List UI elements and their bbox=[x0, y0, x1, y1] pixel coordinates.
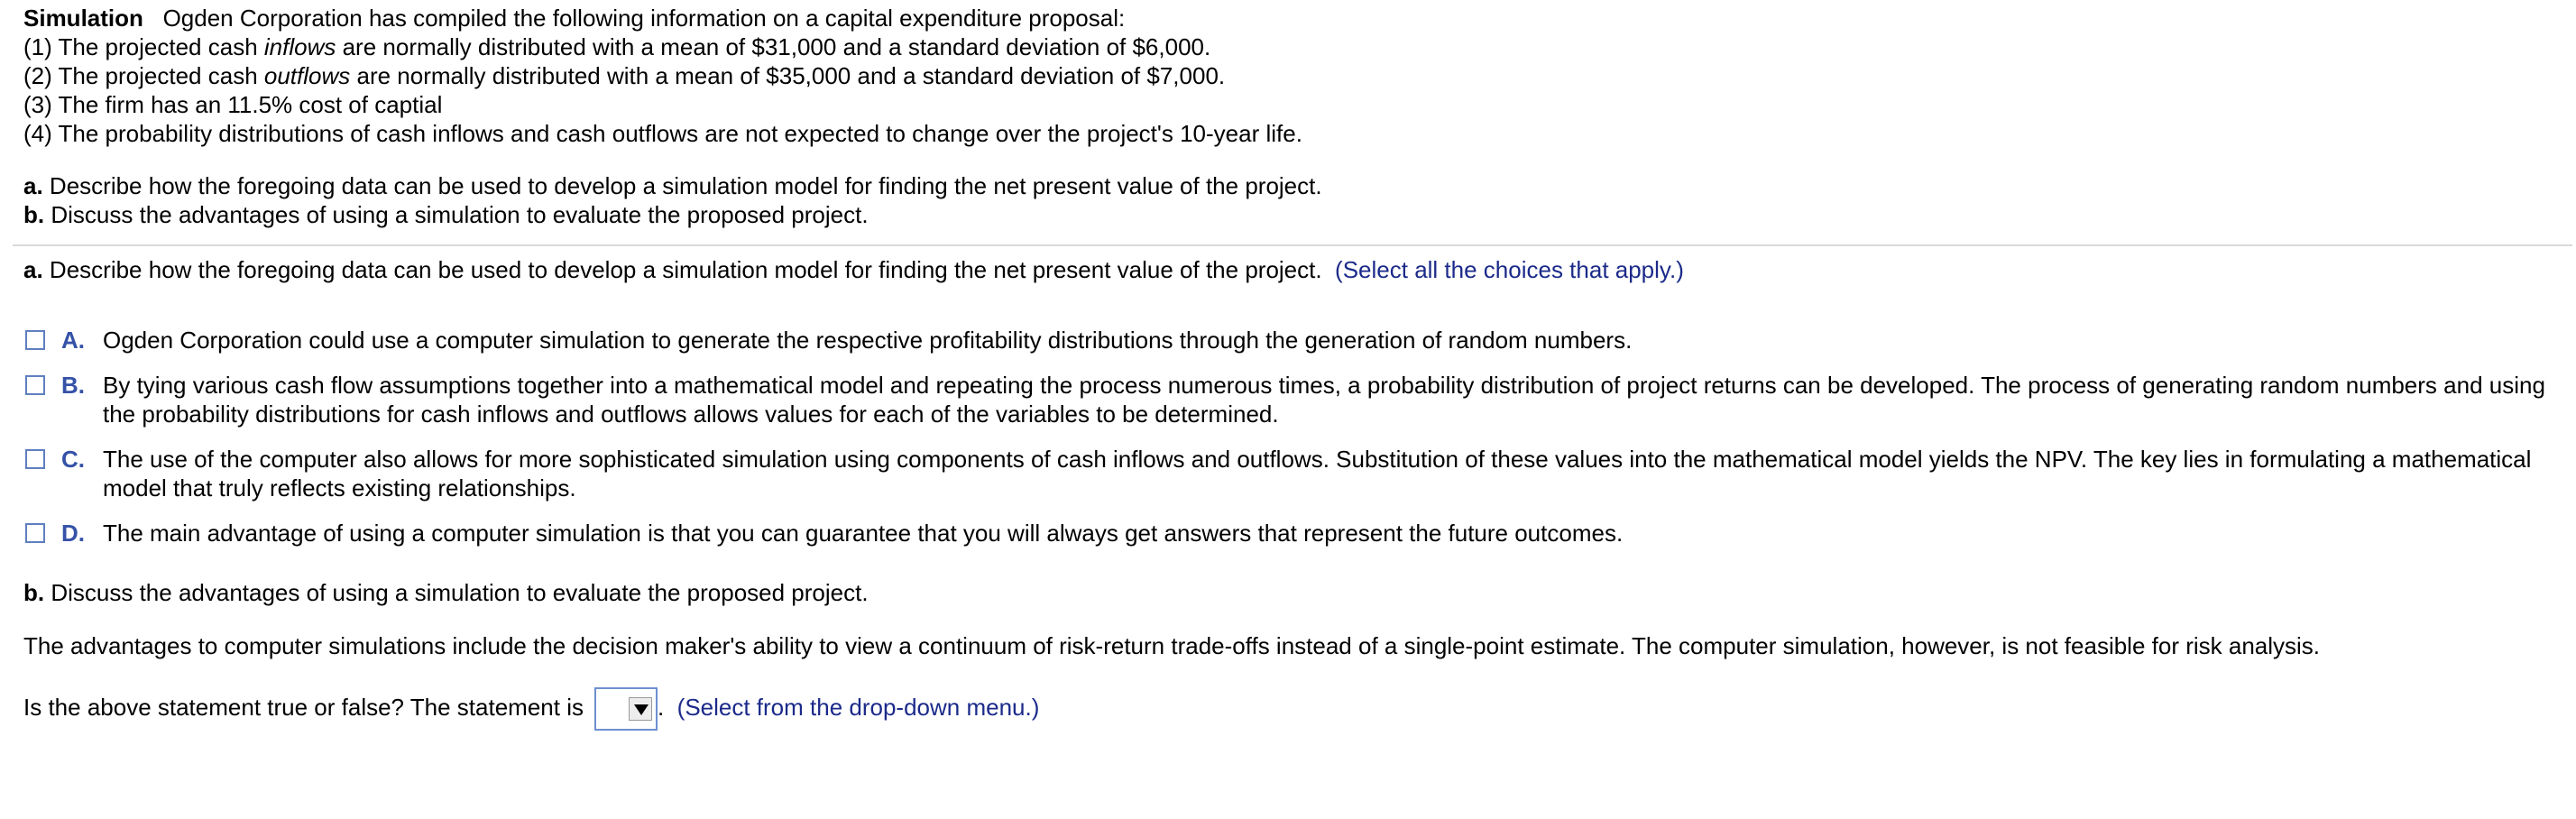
section-divider bbox=[13, 244, 2572, 246]
task-a-text: Describe how the foregoing data can be used to develop a simulation model for finding the net present value of the project. bbox=[49, 172, 1322, 199]
part-a-question bbox=[23, 255, 1684, 284]
dropdown-hint: (Select from the drop-down menu.) bbox=[676, 694, 1040, 721]
choice-b[interactable] bbox=[25, 371, 2551, 428]
choice-c-text: The use of the computer also allows for more sophisticated simulation using components of cash inflows and outflows. Substitution of these values into the mathematical model yields the NPV. The key lies in formulating a mathematical model that truly reflects existing relationships. bbox=[103, 446, 2532, 502]
part-a-label: a. bbox=[23, 256, 43, 283]
choice-c-checkbox[interactable] bbox=[25, 449, 45, 469]
info-item-1-post: are normally distributed with a mean of $31,000 and a standard deviation of $6,000. bbox=[336, 33, 1211, 60]
true-false-dropdown[interactable] bbox=[594, 687, 658, 731]
info-item-2-post: are normally distributed with a mean of $35,000 and a standard deviation of $7,000. bbox=[350, 62, 1226, 89]
intro-text: Ogden Corporation has compiled the following information on a capital expenditure proposal: bbox=[162, 5, 1126, 32]
dropdown-arrow-icon[interactable] bbox=[629, 697, 652, 721]
choice-c-letter: C. bbox=[61, 446, 85, 473]
dropdown-trailing-period: . bbox=[657, 694, 665, 721]
task-b-text: Discuss the advantages of using a simulation to evaluate the proposed project. bbox=[51, 201, 869, 228]
intro-line bbox=[23, 4, 1125, 32]
part-a-text: Describe how the foregoing data can be used to develop a simulation model for finding the net present value of the project. bbox=[49, 256, 1322, 283]
choice-a-letter: A. bbox=[61, 327, 85, 354]
choice-d-checkbox[interactable] bbox=[25, 523, 45, 543]
part-b-statement: The advantages to computer simulations include the decision maker's ability to view a continuum of risk-return trade-offs instead of a single-point estimate. The computer simulation, however, is not feasible for risk analysis. bbox=[23, 632, 2321, 659]
choice-b-text: By tying various cash flow assumptions together into a mathematical model and repeating the process numerous times, a probability distribution of project returns can be developed. The process of generating random numbers and using the probability distributions for cash inflows and outflows allows values for each of the variables to be determined. bbox=[103, 372, 2545, 428]
choice-a-text: Ogden Corporation could use a computer simulation to generate the respective profitability distributions through the generation of random numbers. bbox=[103, 327, 1633, 354]
choice-d[interactable] bbox=[25, 519, 2551, 548]
choice-d-text: The main advantage of using a computer simulation is that you can guarantee that you will always get answers that represent the future outcomes. bbox=[103, 520, 1624, 547]
part-a-hint: (Select all the choices that apply.) bbox=[1335, 256, 1684, 283]
info-item-2-pre: (2) The projected cash bbox=[23, 62, 264, 89]
task-a bbox=[23, 171, 1322, 200]
part-b-question bbox=[23, 578, 869, 607]
part-b-label: b. bbox=[23, 579, 45, 606]
info-item-1-emphasis: inflows bbox=[263, 33, 336, 60]
choice-d-letter: D. bbox=[61, 520, 85, 547]
intro-title: Simulation bbox=[23, 5, 143, 32]
info-item-1 bbox=[23, 32, 1210, 61]
info-item-3: (3) The firm has an 11.5% cost of captial bbox=[23, 91, 443, 118]
true-false-row bbox=[23, 686, 1039, 731]
task-b-label: b. bbox=[23, 201, 45, 228]
task-a-label: a. bbox=[23, 172, 43, 199]
choice-a-checkbox[interactable] bbox=[25, 330, 45, 350]
info-item-1-pre: (1) The projected cash bbox=[23, 33, 264, 60]
info-item-4: (4) The probability distributions of cash inflows and cash outflows are not expected to change over the project's 10-year life. bbox=[23, 120, 1302, 147]
part-b-text: Discuss the advantages of using a simulation to evaluate the proposed project. bbox=[51, 579, 869, 606]
choice-a[interactable] bbox=[25, 326, 2551, 354]
choice-c[interactable] bbox=[25, 445, 2551, 502]
info-item-2 bbox=[23, 61, 1225, 90]
info-item-2-emphasis: outflows bbox=[263, 62, 351, 89]
choice-b-checkbox[interactable] bbox=[25, 375, 45, 395]
task-b bbox=[23, 200, 869, 229]
true-false-prompt: Is the above statement true or false? The statement is bbox=[23, 694, 584, 721]
choice-b-letter: B. bbox=[61, 372, 85, 399]
